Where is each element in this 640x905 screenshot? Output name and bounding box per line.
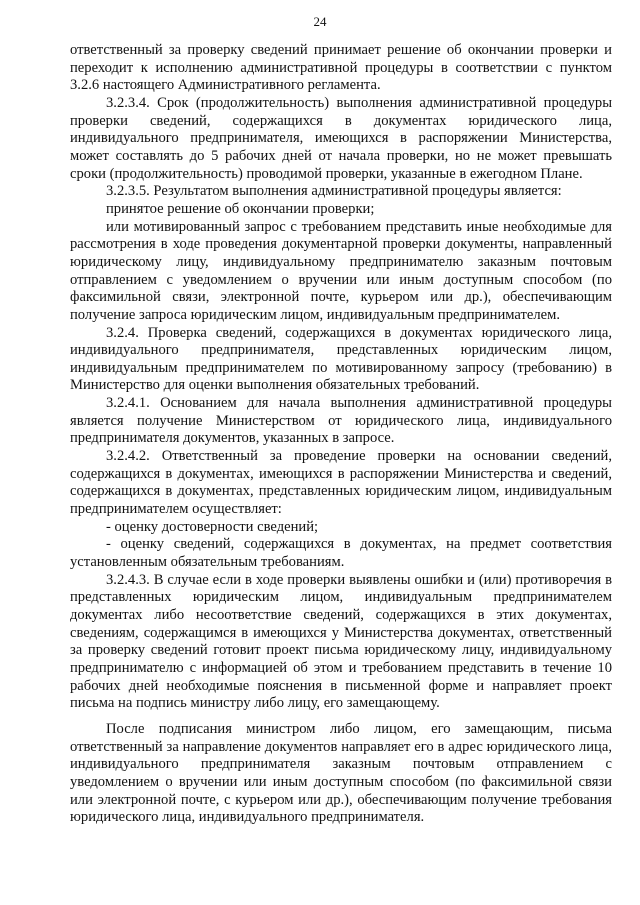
paragraph-3-2-3-4: 3.2.3.4. Срок (продолжительность) выполнения административной процедуры проверки сведений, содержащихся в документах юридического лица, индивидуального предпринимателя, имеющихся в распоряжении Министерства, может составлять до 5 рабочих дней от начала проверки, но не может превышать сроки (продолжительность) проводимой проверки, указанные в ежегодном Плане. bbox=[70, 94, 612, 182]
page-number: 24 bbox=[313, 14, 327, 29]
document-body bbox=[70, 42, 612, 827]
paragraph-3-2-4-2: 3.2.4.2. Ответственный за проведение проверки на основании сведений, содержащихся в документах, имеющихся в распоряжении Министерства и сведений, содержащихся в документах, представленных юридическим лицом, индивидуальным предпринимателем осуществляет: bbox=[70, 448, 612, 518]
list-item-compliance: - оценку сведений, содержащихся в документах, на предмет соответствия установленным обязательным требованиям. bbox=[70, 536, 612, 571]
paragraph-3-2-3-5: 3.2.3.5. Результатом выполнения административной процедуры является: bbox=[106, 183, 562, 200]
result-item-request: или мотивированный запрос с требованием представить иные необходимые для рассмотрения в ходе проведения документарной проверки документы, направленный юридическому лицу, индивидуальному предпринимателю заказным почтовым отправлением с уведомлением о вручении или иным доступным способом (по факсимильной связи, электронной почте, курьером или др.), обеспечивающим получение запроса юридическим лицом, индивидуальным предпринимателем. bbox=[70, 218, 612, 323]
paragraph-3-2-4-3: 3.2.4.3. В случае если в ходе проверки выявлены ошибки и (или) противоречия в представленных юридическим лицом, индивидуальным предпринимателем документах либо несоответствие сведений, содержащихся в этих документах, сведениям, содержащимся в имеющихся у Министерства документах, ответственный за проверку сведений готовит проект письма юридическому лицу, индивидуальному предпринимателю с информацией об этом и требованием представить в течение 10 рабочих дней необходимые пояснения в письменной форме и направляет проект письма на подпись министру либо лицу, его замещающему. bbox=[70, 571, 612, 712]
paragraph-3-2-4: 3.2.4. Проверка сведений, содержащихся в документах юридического лица, индивидуального предпринимателя, представленных юридическим лицом, индивидуальным предпринимателем по мотивированному запросу (требованию) в Министерство для оценки выполнения обязательных требований. bbox=[70, 324, 612, 394]
paragraph-continuation: ответственный за проверку сведений принимает решение об окончании проверки и переходит к исполнению административной процедуры в соответствии с пунктом 3.2.6 настоящего Административного регламента. bbox=[70, 42, 612, 94]
paragraph-after-signing: После подписания министром либо лицом, его замещающим, письма ответственный за направление документов направляет его в адрес юридического лица, индивидуального предпринимателя заказным почтовым отправлением с уведомлением о вручении или иным доступным способом (по факсимильной связи или электронной почте, с курьером или др.), обеспечивающим получение требования юридического лица, индивидуального предпринимателя. bbox=[70, 720, 612, 826]
list-item-reliability: - оценку достоверности сведений; bbox=[106, 518, 319, 535]
paragraph-3-2-4-1: 3.2.4.1. Основанием для начала выполнения административной процедуры является получение Министерством от юридического лица, индивидуального предпринимателя документов, указанных в запросе. bbox=[70, 395, 612, 447]
result-item-decision: принятое решение об окончании проверки; bbox=[106, 200, 375, 217]
